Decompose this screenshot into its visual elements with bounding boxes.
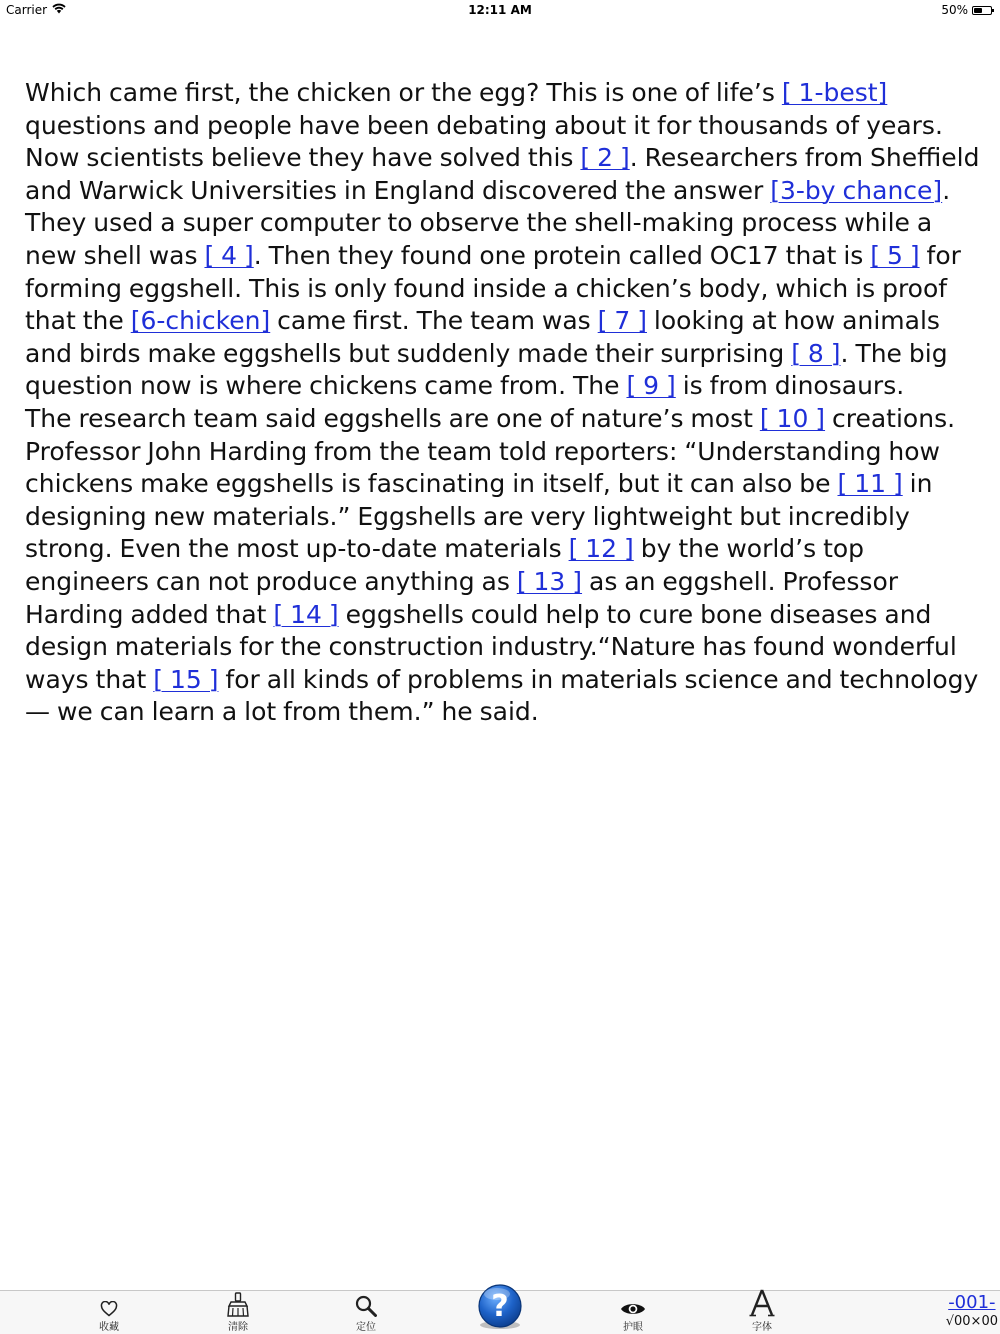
blank-2[interactable]: [ 2 ] — [580, 143, 630, 173]
font-a-icon — [749, 1289, 775, 1321]
help-glyph: ? — [491, 1289, 509, 1324]
search-icon — [355, 1295, 377, 1321]
locate-label: 定位 — [356, 1322, 376, 1333]
page-counter — [946, 1293, 998, 1331]
text-segment: eggshells could help to cure bone diseases and design materials for the construction industry.“Nature has found wonderful ways that — [25, 599, 957, 694]
favorite-label: 收藏 — [99, 1322, 119, 1333]
text-segment: The research team said eggshells are one of nature’s most — [25, 403, 760, 433]
text-segment: . They used a super computer to observe the shell-making process while a new shell was — [25, 175, 951, 270]
blank-8[interactable]: [ 8 ] — [791, 338, 841, 368]
paragraph-2 — [25, 403, 980, 729]
eye-label: 护眼 — [623, 1322, 643, 1333]
battery-tip — [992, 9, 994, 12]
blank-6[interactable]: [6-chicken] — [130, 306, 271, 336]
eye-care-button[interactable] — [603, 1295, 663, 1334]
text-segment: came first. The team was — [270, 306, 598, 336]
battery-fill — [974, 8, 982, 13]
font-button[interactable] — [732, 1295, 792, 1334]
text-segment: looking at how animals and birds make eggshells but suddenly made their surprising — [25, 306, 940, 368]
carrier-label: Carrier — [6, 3, 48, 17]
eye-icon — [620, 1301, 646, 1321]
text-segment: . Researchers from Sheffield and Warwick Universities in England discovered the answer — [25, 143, 980, 205]
blank-15[interactable]: [ 15 ] — [153, 664, 219, 694]
blank-12[interactable]: [ 12 ] — [568, 534, 634, 564]
battery-percent: 50% — [941, 3, 968, 17]
clear-label: 清除 — [228, 1322, 248, 1333]
favorite-button[interactable] — [79, 1295, 139, 1334]
blank-14[interactable]: [ 14 ] — [273, 599, 339, 629]
help-button[interactable] — [475, 1286, 525, 1332]
blank-5[interactable]: [ 5 ] — [870, 240, 920, 270]
text-segment: . Then they found one protein called OC17 that is — [253, 240, 871, 270]
passage-text — [25, 77, 980, 729]
paragraph-1 — [25, 77, 980, 403]
page-number[interactable]: -001- — [948, 1292, 996, 1313]
battery-icon — [972, 6, 992, 15]
text-segment: for forming eggshell. This is only found inside a chicken’s body, which is proof that the — [25, 240, 961, 336]
blank-10[interactable]: [ 10 ] — [759, 403, 826, 433]
score-display: √00×00 — [945, 1314, 998, 1329]
bottom-toolbar — [0, 1290, 1000, 1334]
text-segment: . The big question now is where chickens came from. The — [25, 338, 948, 401]
clear-button[interactable] — [208, 1295, 268, 1334]
text-segment: questions and people have been debating about it for thousands of years. Now scientists believe they have solved this — [25, 110, 943, 173]
locate-button[interactable] — [336, 1295, 396, 1334]
blank-3[interactable]: [3-by chance] — [770, 175, 943, 205]
font-label: 字体 — [752, 1322, 772, 1333]
text-segment: Which came first, the chicken or the egg? This is one of life’s — [25, 78, 782, 107]
broom-icon — [226, 1292, 250, 1321]
text-segment: creations. Professor John Harding from the team told reporters: “Understanding how chickens make eggshells is fascinating in itself, but it can also be — [25, 403, 956, 499]
status-right — [941, 3, 992, 17]
text-segment: by the world’s top engineers can not produce anything as — [25, 534, 865, 596]
blank-4[interactable]: [ 4 ] — [204, 240, 254, 270]
text-segment: for all kinds of problems in materials science and technology — we can learn a lot from them.” he said. — [25, 664, 979, 727]
blank-9[interactable]: [ 9 ] — [626, 371, 676, 401]
status-time: 12:11 AM — [468, 3, 532, 17]
blank-1[interactable]: [ 1-best] — [781, 78, 888, 107]
text-segment: as an eggshell. Professor Harding added that — [25, 566, 899, 629]
blank-13[interactable]: [ 13 ] — [516, 566, 583, 596]
status-bar — [0, 0, 1000, 22]
text-segment: in designing new materials.” Eggshells are very lightweight but incredibly strong. Even the most up-to-date materials — [25, 469, 933, 564]
heart-icon — [100, 1301, 118, 1321]
question-icon — [475, 1284, 525, 1334]
text-segment: is from dinosaurs. — [675, 371, 905, 401]
blank-7[interactable]: [ 7 ] — [597, 306, 647, 336]
blank-11[interactable]: [ 11 ] — [837, 469, 903, 499]
